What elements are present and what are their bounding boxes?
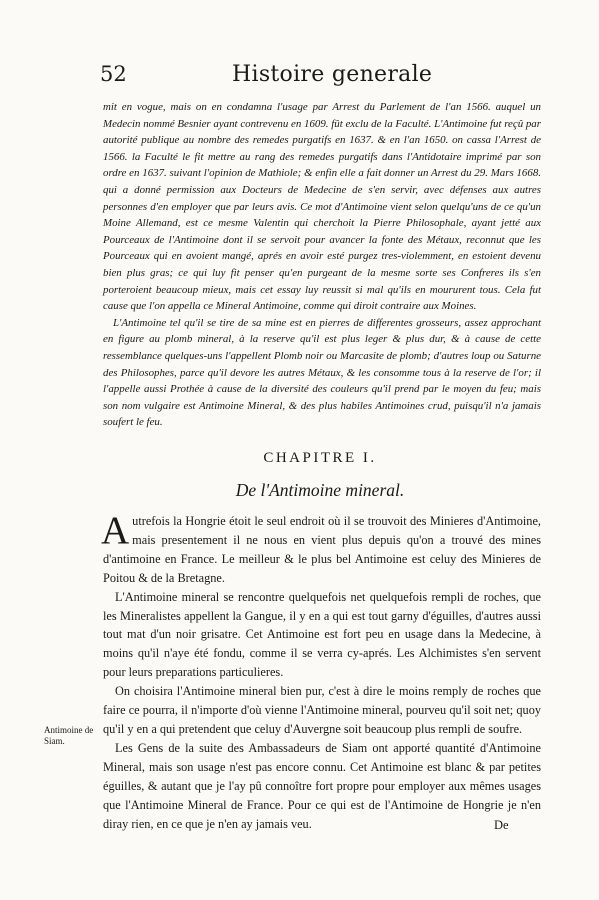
body-paragraph: L'Antimoine mineral se rencontre quelquefois net quelquefois rempli de roches, que les Mineralistes appellent la Gangue, il y en a qui est tout garny d'éguilles, d'autres aussi tout mat d'un noir grisatre. Cet Antimoine est fort peu en usage dans la Medecine, à moins qu'il n'aye été fondu, comme il se verra cy-aprés. Les Alchimistes s'en servent pour leurs preparations particulieres. [103, 589, 541, 680]
intro-text [103, 99, 541, 431]
body-paragraph-text: utrefois la Hongrie étoit le seul endroit où il se trouvoit des Minieres d'Antimoine, mais presentement il ne nous en vient plus depuis qu'on a trouvé des mines d'antimoine en France. Le meilleur & le plus bel Antimoine est celuy des Minieres de Poitou & de la Bretagne. [103, 514, 541, 585]
intro-paragraph: L'Antimoine tel qu'il se tire de sa mine est en pierres de differentes grosseurs, assez approchant en figure au plomb mineral, à la reserve qu'il est plus leger & plus dur, & à cause de cette ressemblance quelques-uns l'appellent Plomb noir ou Marcasite de plomb; d'autres loup ou Saturne des Philosophes, parce qu'il devore les autres Métaux, & les consomme tous à la reserve de l'or; il l'appelle aussi Prothée à cause de la diversité des couleurs qu'il prend par le moyen du feu; mais son nom vulgaire est Antimoine Mineral, & des plus habiles Antimoines crud, puisqu'il n'a jamais soufert le feu. [103, 316, 541, 429]
drop-cap: A [101, 509, 130, 552]
running-title: Histoire generale [232, 62, 433, 87]
page-header [100, 62, 540, 88]
margin-note: Antimoine de Siam. [44, 725, 94, 746]
chapter-heading: CHAPITRE I. [263, 450, 377, 466]
chapter-body [101, 509, 541, 833]
catchword: De [494, 818, 509, 832]
body-paragraph [101, 509, 541, 588]
body-paragraph: Les Gens de la suite des Ambassadeurs de Siam ont apporté quantité d'Antimoine Mineral, mais son usage n'est pas encore connu. Cet Antimoine est blanc & par petites éguilles, & autant que je l'ay pû connoître fort propre pour employer aux mêmes usages que l'Antimoine Mineral de France. Pour ce qui est de l'Antimoine de Hongrie je n'en diray rien, en ce que je n'en ay jamais veu. [103, 740, 541, 831]
page-number: 52 [100, 62, 127, 86]
chapter-subtitle: De l'Antimoine mineral. [235, 480, 405, 500]
intro-paragraph: mit en vogue, mais on en condamna l'usage par Arrest du Parlement de l'an 1566. auquel un Medecin nommé Besnier ayant contrevenu en 1609. fût exclu de la Faculté. L'Antimoine fut reçû par autorité publique au nombre des remedes purgatifs en 1637. & en l'an 1650. on cassa l'Arrest de 1566. la Faculté le fit mettre au rang des remedes purgatifs dans l'Antidotaire imprimé par son ordre en 1637. suivant l'opinion de Mathiole; & enfin elle a fait donner un Arrest du 29. Mars 1668. qui a donné permission aux Docteurs de Medecine de s'en servir, avec défenses aux autres personnes d'en employer que par leurs avis. Ce mot d'Antimoine vient selon quelqu'uns de ce qu'un Moine Allemand, est ce mesme Valentin qui cherchoit la Pierre Philosophale, ayant jetté aux Pourceaux de l'Antimoine dont il se servoit pour avancer la fonte des Métaux, reconnut que les Pourceaux qui en avoient mangé, aprés en avoir esté purgez tres-violemment, en estoient devenu bien plus gras; ce qui luy fit penser qu'en purgeant de la mesme sorte ses Confreres ils s'en porteroient beaucoup mieux, mais cet essay luy reussit si mal qu'ils en moururent tous. Cela fut cause que l'on appella ce Mineral Antimoine, comme qui diroit contraire aux Moines. [103, 101, 541, 313]
body-paragraph: On choisira l'Antimoine mineral bien pur, c'est à dire le moins remply de roches que faire ce pourra, il n'importe d'où vienne l'Antimoine mineral, pourveu qu'il soit net; quoy qu'il y en a qui pretendent que celuy d'Auvergne soit beaucoup plus rempli de soufre. [103, 684, 541, 736]
